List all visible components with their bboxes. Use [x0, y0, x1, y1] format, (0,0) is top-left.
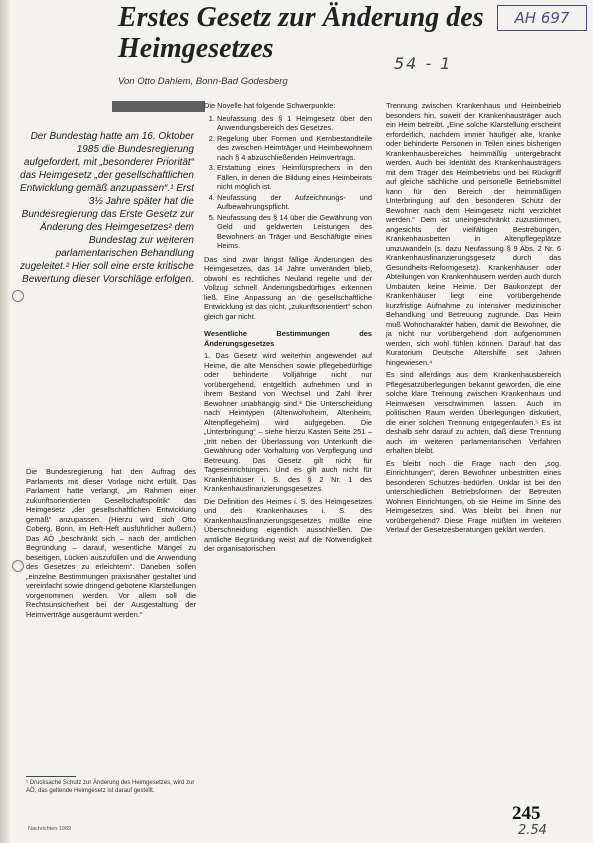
column-middle — [204, 101, 372, 557]
list-item: 2. Regelung über Formen und Kernbestandteile des zwischen Heimträger und Heimbewohnern nach § 4 abzuschließenden Heimvertrags. — [217, 134, 372, 163]
col2-paragraph: Die Definition des Heimes i. S. des Heimgesetzes und des Krankenhauses i. S. des Krankenhausfinanzierungsgesetzes müßte eine Überschneidung eigentlich ausschließen. Die amtliche Begründung weist auf die Notwendigkeit der organisatorischen — [204, 496, 372, 553]
list-item: 3. Erstattung eines Heimfürsprechers in den Fällen, in denen die Bildung eines Heimbeirats nicht möglich ist. — [217, 163, 372, 192]
list-item: 5. Neufassung des § 14 über die Gewährung von Geld und geldwerten Leistungen des Bewohners an Träger und Beschäftigte eines Heims. — [217, 213, 372, 251]
intro-abstract — [18, 130, 194, 286]
footnote-rule — [26, 776, 76, 777]
column-left — [26, 467, 196, 622]
archive-stamp: AH 697 — [497, 5, 587, 31]
key-points-list — [204, 114, 372, 251]
list-item: 1. Neufassung des § 1 Heimgesetz über den Anwendungsbereich des Gesetzes. — [217, 114, 372, 133]
scan-edge — [0, 0, 10, 843]
list-item: 4. Neufassung der Aufzeichnungs- und Aufbewahrungspflicht. — [217, 193, 372, 212]
handwritten-page-note: 2.54 — [518, 823, 547, 838]
footnote: ¹ Drucksache Schutz zur Änderung des Heimgesetzes, wird zur AÖ, das geltende Heimgesetz ist darauf gestellt. — [26, 780, 195, 794]
section-bar — [112, 101, 205, 112]
col3-paragraph: Es sind allerdings aus dem Krankenhausbereich Pflegesatzüberlegungen bekannt geworden, die eine solche klare Trennung zwischen Krankenhaus und Heimwesen verschwimmen lassen. Auch im politischen Raum werden Überlegungen diskutiert, die einer solchen Trennung entgegenlaufen.⁵ Es ist deshalb sehr darauf zu achten, daß diese Trennung auch im weiteren parlamentarischen Verfahren erhalten bleibt. — [386, 370, 561, 455]
article-byline: Von Otto Dahlem, Bonn-Bad Godesberg — [118, 76, 288, 87]
footer-source: Nachrichten 1989 — [28, 826, 72, 832]
punch-hole-marker-icon — [12, 290, 24, 302]
intro-text: Der Bundestag hatte am 16. Oktober 1985 die Bundesregierung aufgefordert, mit „besonderer Priorität“ das Heimgesetz „der gesellschaftlichen Entwicklung gemäß anzupassen“.¹ Erst 3½ Jahre später hat die Bundesregierung das Erste Gesetz zur Änderung des Heimgesetzes² dem Bundestag zur weiteren parlamentarischen Behandlung zugeleitet.² Hier soll eine erste kritische Bewertung dieser Vorschläge erfolgen. — [20, 131, 194, 285]
section-subheading: Wesentliche Bestimmungen des Änderungsgesetzes — [204, 329, 372, 348]
article-title: Erstes Gesetz zur Änderung des Heimgesetzes — [118, 2, 484, 64]
page-number: 245 — [512, 803, 541, 824]
col3-paragraph: Trennung zwischen Krankenhaus und Heimbetrieb besonders hin, soweit der Krankenhausträger auch ein Heim betreibt. „Eine solche Klarstellung erscheint erforderlich, nachdem immer häufiger alte, kranke oder behinderte Personen in Teilen eines bisherigen Krankenhausbereiches heimmäßig untergebracht werden. Auch bei Identität des Krankenhausträgers mit dem Träger des Heimbetriebs und bei Rückgriff auf gleiche sächliche und personelle Betriebsmittel kann für den Bereich der heimmäßigen Unterbringung auf den besonderen Schutz der Bewohner nach dem Heimgesetz nicht verzichtet werden.“ Dem ist uneingeschränkt zuzustimmen, angesichts der vielfältigen Bestrebungen, Krankenhausbetten in Altenpflegeplätze umzuwandeln (s. dazu Neufassung § 9 Abs. 2 Nr. 6 Krankenhausfinanzierungsgesetz durch das Gesundheits-Reformgesetz). Krankenhäuser oder Abteilungen von Krankenhäusern werden auch durch Umbauten keine Heime. Der Baukonzept der Krankenhäuser liegt eine vorübergehende kurzfristige Aufnahme zu intensiver medizinischer Behandlung und Betreuung zugrunde. Das Heim muß Wohncharakter haben, damit die Bewohner, die ja nicht nur vorübergehend dort aufgenommen werden, sich wohl fühlen können. Darauf hat das Kuratorium Deutsche Altershilfe seit Jahren hingewiesen.⁴ — [386, 101, 561, 367]
column-right — [386, 101, 561, 538]
col2-paragraph: 1. Das Gesetz wird weiterhin angewendet auf Heime, die alte Menschen sowie pflegebedürftige oder behinderte Volljährige nicht nur vorübergehend, entgeltlich aufnehmen und in ihrem Bestand von Wechsel und Zahl ihrer Bewohner unabhängig sind.³ Die Unterscheidung nach Heimtypen (Altenwohnheim, Altenheim, Altenpflegeheim) wird aufgegeben. Die „Unterbringung“ – siehe hierzu Kasten Seite 251 – „tritt neben der Überlassung von Unterkunft die Gewährung oder Vorhaltung von Verpflegung und Betreuung. Das Gesetz gilt nicht für Tageseinrichtungen. Und es gilt auch nicht für Krankenhäuser i. S. des § 2 Nr. 1 des Krankenhausfinanzierungsgesetzes. — [204, 351, 372, 493]
handwritten-note: 54 - 1 — [394, 54, 453, 73]
col2-paragraph: Das sind zwar längst fällige Änderungen des Heimgesetzes, das 14 Jahre unverändert blieb, obwohl es rechtliches Neuland regelte und der Vollzug schnell Änderungsbedürftiges erkennen ließ. Eine Anpassung an die gesellschaftliche Entwicklung ist das nicht, „zukunftsorientiert“ schon gleich gar nicht. — [204, 254, 372, 321]
col3-paragraph: Es bleibt noch die Frage nach den „sog. Einrichtungen“, deren Bewohner unbestritten eines besonderen Schutzes bedürfen. Unklar ist bei den unterschiedlichen Betriebsformen der Betreuten Wohnen Einrichtungen, ob sie Heime im Sinne des Heimgesetzes sind. Was bleibt bei ihnen nur vorübergehend? Diese Frage müßten im weiteren Verlauf der Gesetzesberatungen geklärt werden. — [386, 458, 561, 534]
col2-intro: Die Novelle hat folgende Schwerpunkte: — [204, 101, 336, 110]
col1-paragraph: Die Bundesregierung hat den Auftrag des Parlaments mit dieser Vorlage nicht erfüllt. Das Parlament hatte verlangt, „im Rahmen einer zukunftsorientierten Gesellschaftspolitik“ das Heimgesetz „der gesellschaftlichen Entwicklung gemäß“ anzupassen. (Hierzu wird sich Otto Coberg, Bonn, im Heft-Heft ausführlicher äußern.) Das AÖ „beschränkt sich – nach der amtlichen Begründung – darauf, wesentliche Mängel zu beseitigen, Lücken auszufüllen und die Anwendung des Gesetzes zu erleichtern“. Daneben sollen „einzelne Bestimmungen praxisnäher gestaltet und vereinfacht sowie dringend gebotene Klarstellungen vorgenommen werden. Vor allem soll die Rechtsunsicherheit bei der Ausgestaltung der Heimverträge ausgeräumt werden.“ — [26, 467, 196, 619]
punch-hole-marker-icon — [12, 560, 24, 572]
